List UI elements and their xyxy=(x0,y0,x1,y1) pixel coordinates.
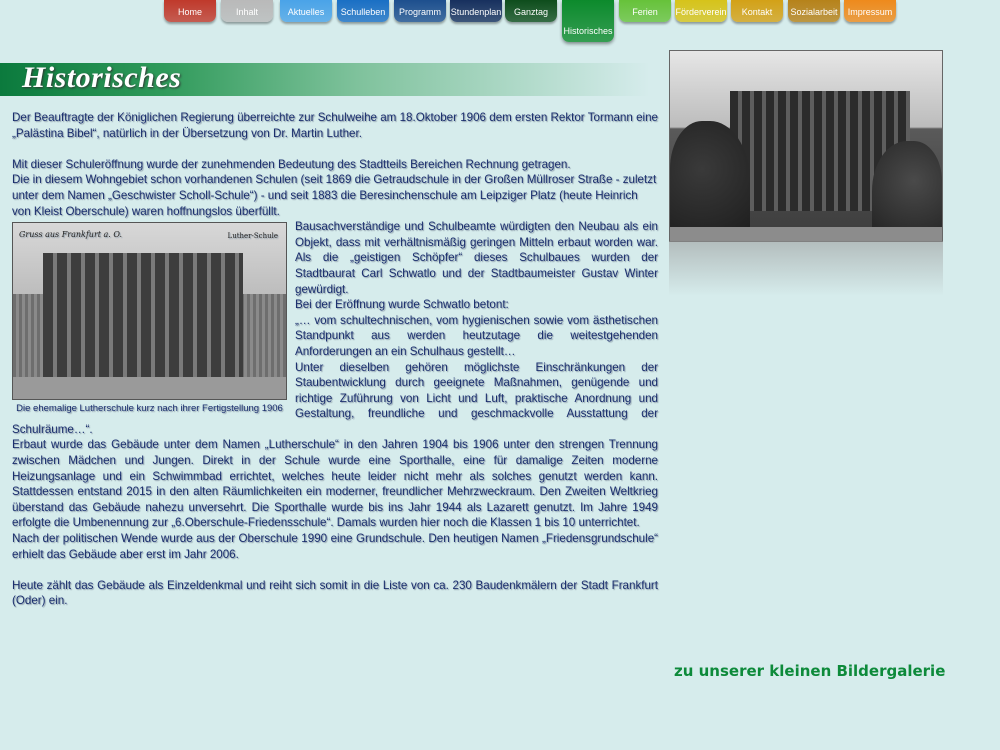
photo-inscription-right: Luther-Schule xyxy=(227,232,278,241)
nav-tab-schulleben[interactable] xyxy=(337,0,389,22)
paragraph-experts: Bausachverständige und Schulbeamte würdigten den Neubau als ein Objekt, dass mit verhältnismäßig geringen Mitteln erbaut worden war. Als die „geistigen Schöpfer“ dieses Schulbaues wurden der Stadtbaurat Carl Schwatlo und der Stadtbaumeister Gustav Winter gewürdigt. xyxy=(295,220,658,296)
nav-tab-label: Kontakt xyxy=(741,7,773,17)
page-title-banner xyxy=(0,63,650,96)
nav-tab-programm[interactable] xyxy=(394,0,446,22)
quote-part-1: „… vom schultechnischen, vom hygienischen sowie vom ästhetischen Standpunkt aus werden heutzutage die weitestgehenden Anforderungen an ein Schulhaus gestellt… xyxy=(295,313,658,358)
nav-tab-label: Ganztag xyxy=(513,7,549,17)
article-content xyxy=(12,110,658,609)
paragraph-history: Erbaut wurde das Gebäude unter dem Namen „Lutherschule“ in den Jahren 1904 bis 1906 unter den strengen Trennung zwischen Mädchen und Jungen. Direkt in der Schule wurde eine Sporthalle, eine für damalige Zeiten moderne Heizungsanlage und ein Schwimmbad errichtet, welches heute leider nicht mehr als solches genutzt werden kann. Stattdessen entstand 2015 in den alten Räumlichkeiten ein moderner, freundlicher Mehrzweckraum. Den Zweiten Weltkrieg überstand das Gebäude nahezu unversehrt. Die Sporthalle wurde bis ins Jahr 1944 als Lazarett genutzt. Im Jahre 1949 erfolgte die Umbenennung zur „6.Oberschule-Friedensschule“. Damals wurden hier noch die Klassen 1 bis 10 unterrichtet. xyxy=(12,438,658,530)
page-title: Historisches xyxy=(22,61,182,94)
nav-tab-label: Historisches xyxy=(563,26,613,36)
nav-tab-label: Inhalt xyxy=(235,7,259,17)
school-building-photo xyxy=(669,50,943,242)
nav-tab-label: Aktuelles xyxy=(287,7,325,17)
nav-tab-inhalt[interactable] xyxy=(221,0,273,22)
nav-tab-home[interactable] xyxy=(164,0,216,22)
paragraph-wende: Nach der politischen Wende wurde aus der Oberschule 1990 eine Grundschule. Den heutigen Namen „Friedensgrundschule“ erhielt das Gebäude aber erst im Jahr 2006. xyxy=(12,532,658,561)
nav-tab-ferien[interactable] xyxy=(619,0,671,22)
historic-school-photo xyxy=(12,222,287,400)
nav-tab-label: Stundenplan xyxy=(450,7,502,17)
paragraph-monument: Heute zählt das Gebäude als Einzeldenkmal und reiht sich somit in die Liste von ca. 230 Baudenkmälern der Stadt Frankfurt (Oder) ein. xyxy=(12,578,658,608)
nav-tab-label: Impressum xyxy=(847,7,893,17)
nav-tab-aktuelles[interactable] xyxy=(280,0,332,22)
intro-paragraph-2: Mit dieser Schuleröffnung wurde der zunehmenden Bedeutung des Stadtteils Bereichen Rechnung getragen. xyxy=(12,157,571,171)
historic-figure xyxy=(12,222,287,415)
nav-tab-historisches[interactable] xyxy=(562,0,614,42)
paragraph-opening: Bei der Eröffnung wurde Schwatlo betont: xyxy=(295,298,509,312)
nav-tab-impressum[interactable] xyxy=(844,0,896,22)
nav-tab-kontakt[interactable] xyxy=(731,0,783,22)
photo-reflection xyxy=(669,241,943,296)
nav-tab-label: Förderverein xyxy=(675,7,727,17)
intro-paragraph-3: Die in diesem Wohngebiet schon vorhandenen Schulen (seit 1869 die Getraudschule in der Großen Müllroser Straße - zuletzt unter dem Namen „Geschwister Scholl-Schule“) - und seit 1883 die Beresinchenschule am Leipziger Platz (heute Heinrich von Kleist Oberschule) waren hoffnungslos überfüllt. xyxy=(12,173,657,218)
nav-tab-label: Programm xyxy=(398,7,441,17)
nav-tab-förderverein[interactable] xyxy=(675,0,727,22)
figure-caption: Die ehemalige Lutherschule kurz nach ihrer Fertigstellung 1906 xyxy=(16,403,283,415)
nav-tab-label: Sozialarbeit xyxy=(790,7,838,17)
nav-tab-label: Ferien xyxy=(632,7,658,17)
nav-tab-ganztag[interactable] xyxy=(505,0,557,22)
nav-tab-stundenplan[interactable] xyxy=(450,0,502,22)
intro-paragraph-1: Der Beauftragte der Königlichen Regierung überreichte zur Schulweihe am 18.Oktober 1906 dem ersten Rektor Tormann eine „Palästina Bibel“, natürlich in der Übersetzung von Dr. Martin Luther. xyxy=(12,111,658,140)
quote-part-2: Unter dieselben gehören möglichste Einschränkungen der Staubentwicklung durch geeignete Maßnahmen, genügende und richtige Zuführung von Licht und Luft, praktische Anordnung und Gestaltung, freundliche und geschmackvolle Ausstattung der Schulräume…“. xyxy=(12,360,658,436)
gallery-link[interactable]: zu unserer kleinen Bildergalerie xyxy=(674,662,946,680)
photo-inscription-left: Gruss aus Frankfurt a. O. xyxy=(19,230,123,240)
nav-tab-sozialarbeit[interactable] xyxy=(788,0,840,22)
nav-tab-label: Home xyxy=(177,7,202,17)
nav-tab-label: Schulleben xyxy=(340,7,386,17)
